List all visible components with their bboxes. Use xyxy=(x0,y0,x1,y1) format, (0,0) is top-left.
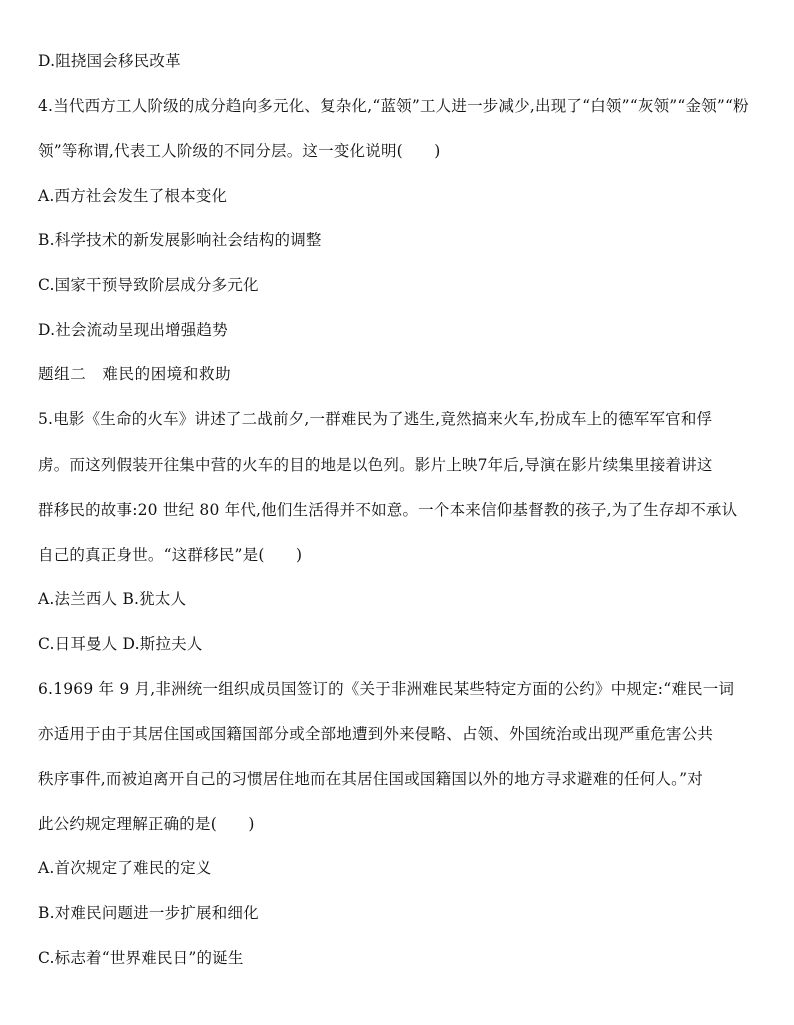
q5-stem-line-3: 群移民的故事:20 世纪 80 年代,他们生活得并不如意。一个本来信仰基督教的孩子,为了生存却不承认 xyxy=(38,501,738,519)
q6-stem-line-4: 此公约规定理解正确的是( ) xyxy=(38,815,255,833)
q6-stem-line-1: 6.1969 年 9 月,非洲统一组织成员国签订的《关于非洲难民某些特定方面的公约》中规定:“难民一词 xyxy=(38,680,735,698)
q6-option-b: B.对难民问题进一步扩展和细化 xyxy=(38,904,259,922)
q5-options-cd: C.日耳曼人 D.斯拉夫人 xyxy=(38,635,203,653)
q6-option-c: C.标志着“世界难民日”的诞生 xyxy=(38,949,244,967)
section-heading: 题组二 难民的困境和救助 xyxy=(38,365,232,383)
q3-option-d: D.阻挠国会移民改革 xyxy=(38,52,181,70)
q6-stem-line-3: 秩序事件,而被迫离开自己的习惯居住地而在其居住国或国籍国以外的地方寻求避难的任何人。”对 xyxy=(38,770,703,788)
q5-options-ab: A.法兰西人 B.犹太人 xyxy=(38,590,187,608)
q5-stem-line-2: 虏。而这列假装开往集中营的火车的目的地是以色列。影片上映7年后,导演在影片续集里接着讲这 xyxy=(38,456,713,474)
q5-stem-line-1: 5.电影《生命的火车》讲述了二战前夕,一群难民为了逃生,竟然搞来火车,扮成车上的德军军官和俘 xyxy=(38,410,713,428)
q6-stem-line-2: 亦适用于由于其居住国或国籍国部分或全部地遭到外来侵略、占领、外国统治或出现严重危害公共 xyxy=(38,725,714,743)
q4-option-a: A.西方社会发生了根本变化 xyxy=(38,187,228,205)
q4-option-d: D.社会流动呈现出增强趋势 xyxy=(38,321,228,339)
q4-option-c: C.国家干预导致阶层成分多元化 xyxy=(38,276,259,294)
q5-stem-line-4: 自己的真正身世。“这群移民”是( ) xyxy=(38,546,303,564)
q6-option-a: A.首次规定了难民的定义 xyxy=(38,859,212,877)
q4-option-b: B.科学技术的新发展影响社会结构的调整 xyxy=(38,231,322,249)
q4-stem-line-2: 领”等称谓,代表工人阶级的不同分层。这一变化说明( ) xyxy=(38,142,441,160)
q4-stem-line-1: 4.当代西方工人阶级的成分趋向多元化、复杂化,“蓝领”工人进一步减少,出现了“白领”“灰领”“金领”“粉 xyxy=(38,97,749,115)
